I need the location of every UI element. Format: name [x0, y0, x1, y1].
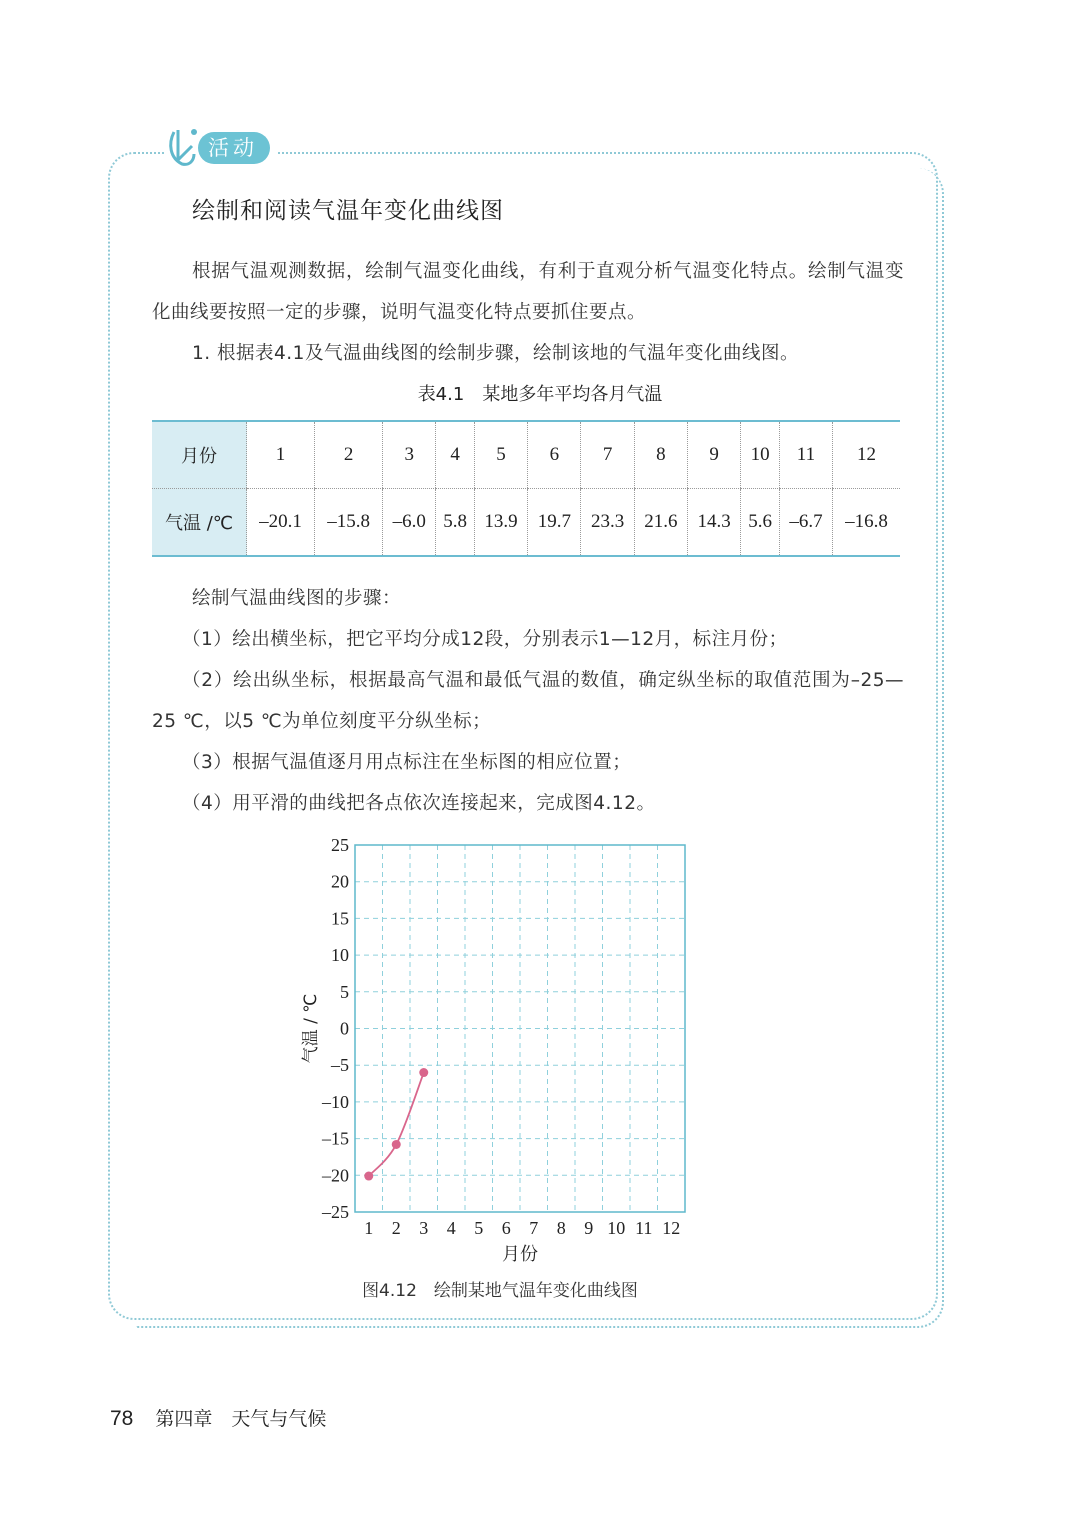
y-tick-label: 5	[340, 981, 349, 1002]
temp-cell: –6.7	[779, 489, 832, 557]
temp-cell: –16.8	[833, 489, 900, 557]
y-tick-label: –10	[322, 1091, 349, 1112]
page-number: 78	[110, 1407, 134, 1430]
x-tick-label: 8	[556, 1218, 566, 1238]
x-tick-label: 10	[607, 1218, 626, 1238]
step-1: （1）绘出横坐标，把它平均分成12段，分别表示1—12月，标注月份；	[182, 629, 788, 650]
data-point	[392, 1140, 401, 1149]
x-tick-label: 11	[635, 1218, 653, 1238]
y-tick-label: 10	[331, 945, 349, 966]
month-row	[152, 421, 900, 489]
y-tick-label: 20	[331, 871, 349, 892]
table-caption: 表4.1 某地多年平均各月气温	[417, 384, 663, 405]
month-cell: 4	[436, 421, 475, 489]
month-cell: 10	[741, 421, 780, 489]
temp-cell: 23.3	[581, 489, 634, 557]
month-cell: 6	[528, 421, 581, 489]
badge-label: 活动	[208, 136, 258, 160]
temp-cell: –15.8	[315, 489, 383, 557]
temperature-table	[152, 420, 900, 557]
task-1: 1. 根据表4.1及气温曲线图的绘制步骤，绘制该地的气温年变化曲线图。	[192, 343, 799, 364]
y-tick-label: –25	[322, 1202, 349, 1222]
x-tick-label: 1	[364, 1218, 374, 1238]
temp-cell: –20.1	[247, 489, 315, 557]
y-tick-label: –5	[331, 1055, 349, 1076]
month-cell: 12	[833, 421, 900, 489]
x-tick-label: 9	[584, 1218, 594, 1238]
x-tick-label: 12	[662, 1218, 681, 1238]
temperature-line	[369, 1073, 424, 1176]
month-cell: 3	[383, 421, 436, 489]
activity-title: 绘制和阅读气温年变化曲线图	[192, 198, 504, 224]
x-tick-label: 6	[501, 1218, 511, 1238]
month-cell: 2	[315, 421, 383, 489]
temperature-chart	[290, 828, 710, 1268]
step-2: （2）绘出纵坐标，根据最高气温和最低气温的数值，确定纵坐标的取值范围为–25—25 ℃，以5 ℃为单位刻度平分纵坐标；	[152, 670, 904, 732]
data-point	[419, 1068, 428, 1077]
step-3: （3）根据气温值逐月用点标注在坐标图的相应位置；	[182, 752, 632, 773]
month-cell: 5	[474, 421, 527, 489]
y-tick-label: 25	[331, 835, 349, 855]
x-tick-label: 3	[419, 1218, 429, 1238]
steps-title: 绘制气温曲线图的步骤：	[192, 588, 402, 609]
month-cell: 8	[634, 421, 687, 489]
activity-badge	[164, 124, 276, 168]
page-footer	[110, 1404, 326, 1431]
month-cell: 9	[688, 421, 741, 489]
temp-cell: 13.9	[474, 489, 527, 557]
temp-cell: 19.7	[528, 489, 581, 557]
month-cell: 11	[779, 421, 832, 489]
x-tick-label: 2	[391, 1218, 401, 1238]
y-tick-label: 0	[340, 1018, 349, 1039]
x-tick-label: 4	[446, 1218, 456, 1238]
temp-cell: 21.6	[634, 489, 687, 557]
temp-cell: 5.6	[741, 489, 780, 557]
x-tick-label: 5	[474, 1218, 484, 1238]
y-axis-label: 气温 / ℃	[301, 993, 321, 1064]
row-header-temperature: 气温 /℃	[152, 489, 247, 557]
y-tick-label: –20	[322, 1165, 349, 1186]
chapter-title: 第四章 天气与气候	[155, 1408, 327, 1430]
temp-cell: 5.8	[436, 489, 475, 557]
y-tick-label: 15	[331, 908, 349, 929]
x-tick-label: 7	[529, 1218, 539, 1238]
y-tick-label: –15	[322, 1128, 349, 1149]
row-header-month: 月份	[152, 421, 247, 489]
temp-cell: 14.3	[688, 489, 741, 557]
temperature-row	[152, 489, 900, 557]
month-cell: 1	[247, 421, 315, 489]
step-4: （4）用平滑的曲线把各点依次连接起来，完成图4.12。	[182, 793, 656, 814]
temp-cell: –6.0	[383, 489, 436, 557]
x-axis-label: 月份	[502, 1244, 538, 1265]
intro-paragraph: 根据气温观测数据，绘制气温变化曲线，有利于直观分析气温变化特点。绘制气温变化曲线要按照一定的步骤，说明气温变化特点要抓住要点。	[152, 261, 904, 323]
figure-caption: 图4.12 绘制某地气温年变化曲线图	[362, 1281, 638, 1301]
month-cell: 7	[581, 421, 634, 489]
data-point	[364, 1172, 373, 1181]
